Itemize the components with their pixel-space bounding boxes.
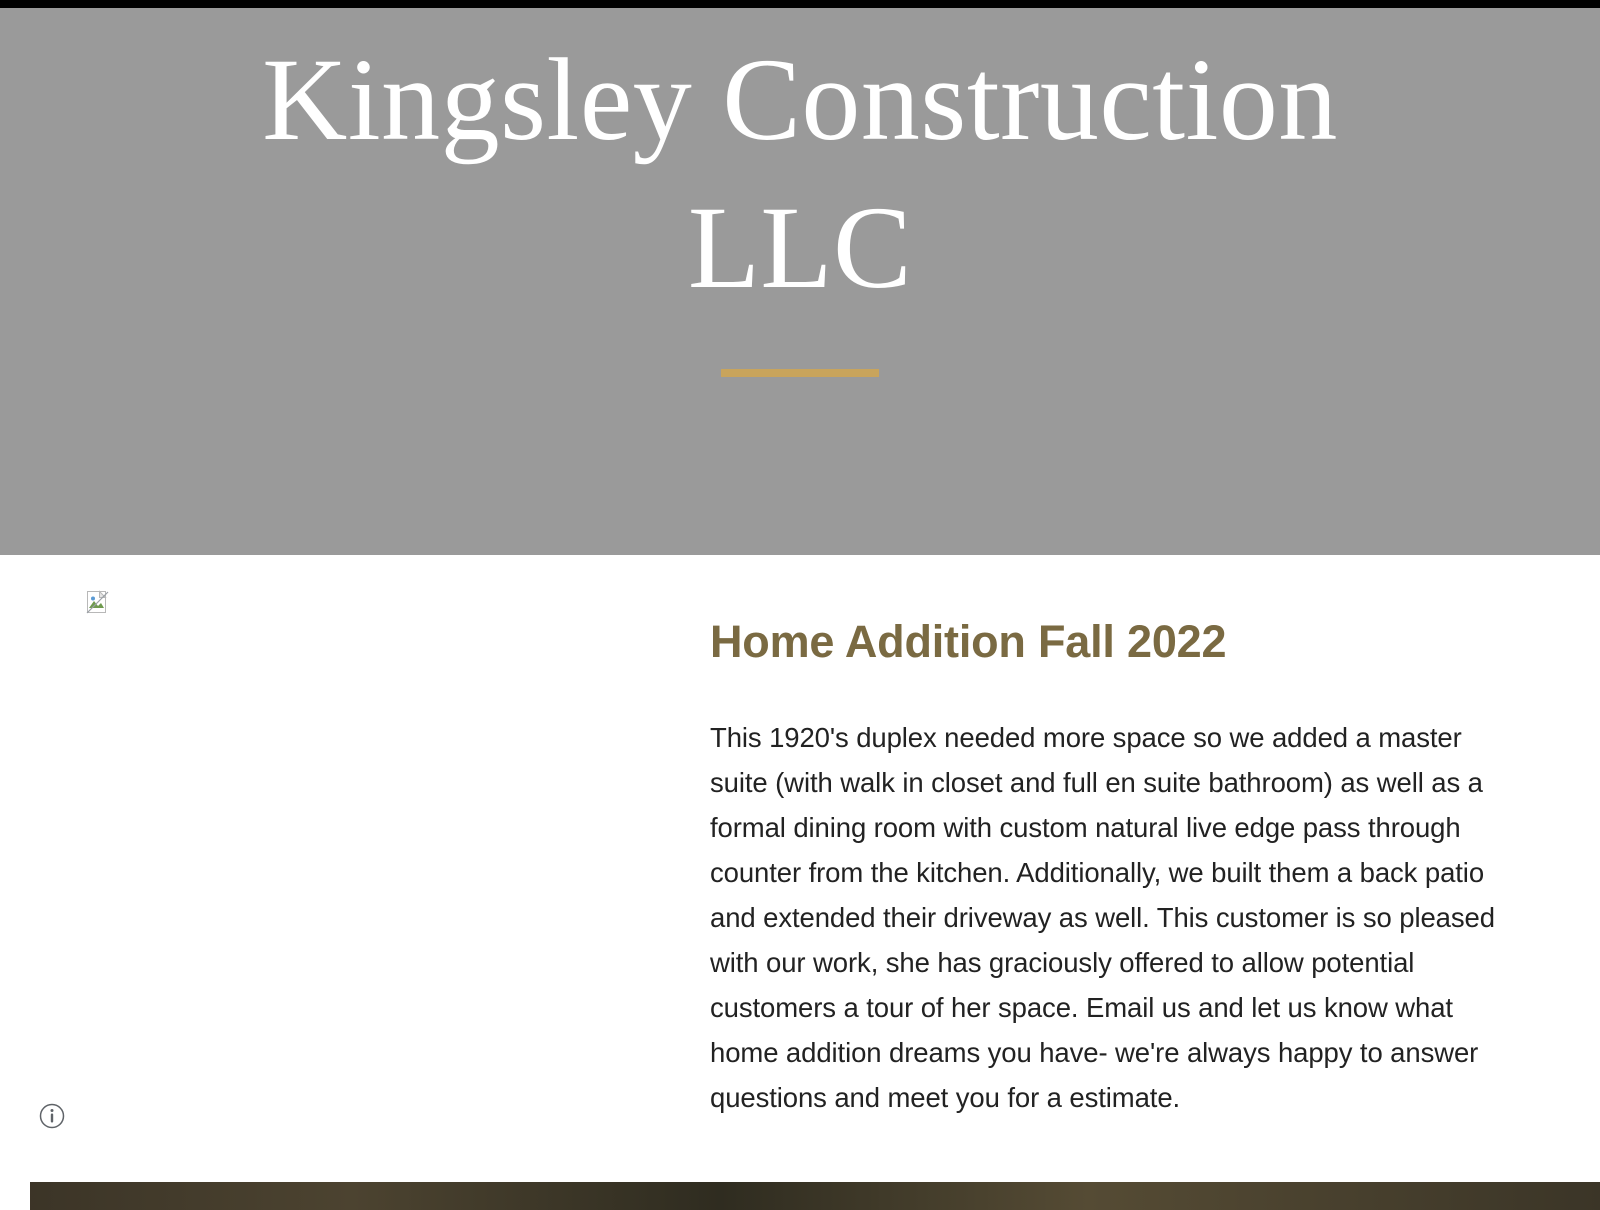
- project-heading: Home Addition Fall 2022: [710, 616, 1227, 667]
- hero-content: [0, 8, 1600, 377]
- page-bottom-photo-edge: [0, 1182, 1600, 1210]
- top-black-strip: [0, 0, 1600, 8]
- main-content: [0, 555, 1600, 1210]
- hero-banner: [0, 8, 1600, 555]
- project-image-column: [86, 590, 646, 614]
- project-description: This 1920's duplex needed more space so we added a master suite (with walk in closet and full en suite bathroom) as well as a formal dining room with custom natural live edge pass through counter from the kitchen. Additionally, we built them a back patio and extended their driveway as well. This customer is so pleased with our work, she has graciously offered to allow potential customers a tour of her space. Email us and let us know what home addition dreams you have- we're always happy to answer questions and meet you for a estimate.: [710, 722, 1495, 1113]
- broken-image-icon[interactable]: [86, 590, 110, 614]
- page-bottom-left-gap: [0, 1182, 30, 1210]
- project-text-column: [710, 615, 1500, 1120]
- hero-divider: [721, 369, 879, 377]
- site-title: Kingsley Construction LLC: [262, 34, 1338, 313]
- info-icon[interactable]: [36, 1100, 68, 1132]
